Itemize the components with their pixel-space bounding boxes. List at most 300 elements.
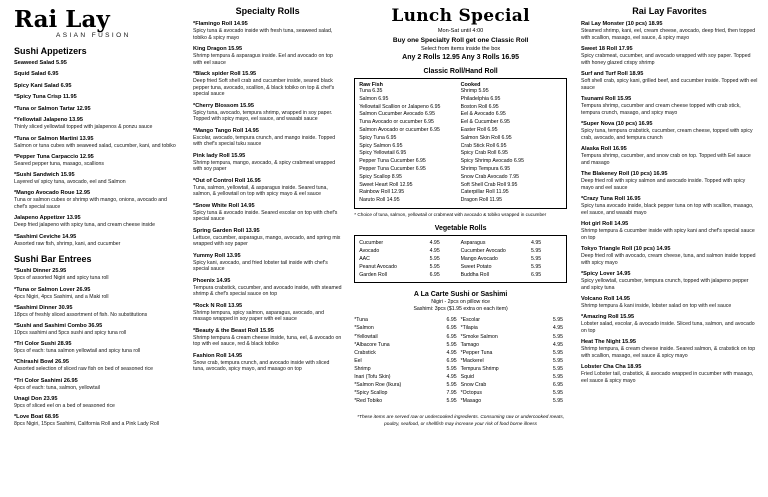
classic-roll-cell: Spicy Yellowtail 6.95 xyxy=(359,150,407,157)
classic-roll-cell: Boston Roll 6.95 xyxy=(460,103,499,110)
vegetable-roll-name: Buddha Roll xyxy=(460,272,489,279)
classic-roll-cell: Tuna 6.35 xyxy=(359,88,383,94)
vegetable-roll-price: 6.95 xyxy=(531,272,542,279)
appetizer-list xyxy=(14,60,181,247)
menu-item-name: *Spicy Tuna Crisp 11.95 xyxy=(14,94,77,101)
menu-item-name: *Cherry Blossom 15.95 xyxy=(193,102,254,109)
classic-roll-row xyxy=(359,158,562,166)
a-la-carte-item xyxy=(461,389,563,397)
menu-item-description: 9pcs of assorted Nigiri and spicy tuna roll xyxy=(14,275,109,282)
a-la-carte-item xyxy=(461,316,563,324)
a-la-carte-subtitle xyxy=(354,299,567,313)
classic-roll-footnote: * Choice of tuna, salmon, yellowtail or crabmeat with avocado & tobiko wrapped in cucumber xyxy=(354,211,547,217)
menu-item-name: Spicy Kani Salad 6.95 xyxy=(14,82,72,89)
vegetable-roll-price: 4.95 xyxy=(429,248,440,255)
a-la-carte-item xyxy=(354,381,456,389)
a-la-carte-item-price: 5.95 xyxy=(446,341,457,348)
classic-roll-row xyxy=(359,166,562,174)
menu-item-description: Deep fried Soft shell crab and cucumber inside, seared black pepper tuna, avocado, scallion, & black tobiko on top & chef's special sauce xyxy=(193,77,335,98)
vegetable-roll-name: Sweet Potato xyxy=(460,264,492,271)
vegetable-roll-price: 5.95 xyxy=(531,256,542,263)
a-la-carte-item-name: Snow Crab xyxy=(460,381,487,388)
menu-item-name: *Crazy Tuna Roll 16.95 xyxy=(581,195,641,202)
classic-roll-cell: Sweet Heart Roll 12.95 xyxy=(359,181,413,188)
classic-roll-row xyxy=(359,182,562,190)
menu-item xyxy=(14,234,181,248)
a-la-carte-item-price: 5.95 xyxy=(552,333,564,340)
column-rai-lay-favorites xyxy=(575,6,762,493)
classic-roll-cell: Tuna Avocado or cucumber 6.95 xyxy=(359,119,434,126)
a-la-carte-item xyxy=(461,397,563,405)
menu-item-description: Lettuce, cucumber, asparagus, mango, avocado, and spring mix wrapped with soy paper xyxy=(193,234,341,248)
menu-item-name: Fashion Roll 14.95 xyxy=(193,352,243,359)
a-la-carte-item xyxy=(354,373,456,381)
a-la-carte-item-name: Eel xyxy=(354,357,362,364)
a-la-carte-item-price: 5.95 xyxy=(552,373,564,380)
a-la-carte-item-name: *Yellowtail xyxy=(354,333,378,340)
lunch-special-offer: Buy one Specialty Roll get one Classic Roll xyxy=(392,37,529,44)
menu-item-name: Sweet 18 Roll 17.95 xyxy=(581,45,633,52)
classic-roll-cell: Spicy Tuna 6.95 xyxy=(359,134,397,141)
classic-roll-cell: Spicy Crab Roll 6.95 xyxy=(460,150,508,157)
menu-item-description: Shrimp tempura & cucumber inside with spicy kani and chef's special sauce on top xyxy=(581,227,755,241)
menu-item-name: *Tuna or Salmon Tartar 12.95 xyxy=(14,105,91,112)
classic-roll-cell: Snow Crab Avocado 7.95 xyxy=(460,173,520,180)
a-la-carte-item-name: *Albacore Tuna xyxy=(354,341,390,348)
lunch-special-hours: Mon-Sat until 4:00 xyxy=(437,28,484,34)
menu-item-name: *Rock N Roll 13.95 xyxy=(193,302,243,309)
menu-item-name: *Chirashi Bowl 26.95 xyxy=(14,359,70,366)
menu-item-name: *Snow White Roll 14.95 xyxy=(193,202,255,209)
menu-item xyxy=(193,178,342,198)
vegetable-roll-row xyxy=(359,255,562,263)
classic-roll-cell: Eel & Cucumber 6.95 xyxy=(460,119,510,126)
menu-item-name: Unagi Don 23.95 xyxy=(14,395,58,402)
restaurant-logo xyxy=(14,8,181,39)
menu-item xyxy=(14,154,181,168)
a-la-carte-item-name: *Red Tobiko xyxy=(354,398,383,405)
menu-item xyxy=(581,46,758,66)
menu-item-description: Spicy tuna avocado inside, black pepper tuna on top with scallion, masago, eel sauce, and wasabi mayo xyxy=(581,202,754,216)
menu-item xyxy=(14,71,181,78)
menu-item xyxy=(581,121,758,141)
vegetable-roll-name: Avocado xyxy=(359,248,380,255)
lunch-special-pricing: Any 2 Rolls 12.95 Any 3 Rolls 16.95 xyxy=(402,54,520,61)
menu-item xyxy=(14,287,181,301)
a-la-carte-item-price: 6.95 xyxy=(446,357,457,364)
menu-item xyxy=(14,305,181,319)
section-title-specialty-rolls: Specialty Rolls xyxy=(235,6,300,16)
menu-item xyxy=(193,328,342,348)
nigiri-note: Nigiri - 2pcs on pillow rice xyxy=(431,299,490,306)
menu-item xyxy=(581,246,758,266)
menu-item-name: *Out of Control Roll 16.95 xyxy=(193,177,261,184)
menu-item xyxy=(193,303,342,323)
section-title-sushi-bar-entrees: Sushi Bar Entrees xyxy=(14,254,92,265)
a-la-carte-item xyxy=(354,349,456,357)
menu-item-description: Tuna, salmon, yellowtail, & asparagus inside. Seared tuna, salmon, & yellowtail on top with spicy mayo & eel sauce xyxy=(193,184,328,198)
menu-item-name: *Beauty & the Beast Roll 15.95 xyxy=(193,327,274,334)
vegetable-roll-name: Mango Avocado xyxy=(460,256,498,263)
menu-item-description: Assorted raw fish, shrimp, kani, and cucumber xyxy=(14,240,121,247)
a-la-carte-item-price: 5.95 xyxy=(552,349,564,356)
classic-roll-cell: Crab Stick Roll 6.95 xyxy=(460,142,507,149)
menu-item-name: Squid Salad 6.95 xyxy=(14,71,59,78)
classic-roll-cell: Spicy Shrimp Avocado 6.95 xyxy=(460,158,524,165)
menu-item xyxy=(14,215,181,229)
classic-roll-cell: Salmon 6.95 xyxy=(359,95,389,102)
menu-item-name: *Mango Avocado Roue 12.95 xyxy=(14,190,91,197)
classic-roll-row xyxy=(359,189,562,197)
classic-roll-row xyxy=(359,135,562,143)
classic-roll-row xyxy=(359,119,562,127)
logo-sub-text: ASIAN FUSION xyxy=(56,32,131,39)
health-disclaimer: *These items are served raw or undercooked ingredients. Consuming raw or undercooked meats, poultry, seafood, or shellfish may increase your risk of food borne illness xyxy=(357,415,565,428)
menu-item-description: Steamed shrimp, kani, eel, cream cheese, avocado, deep fried, then topped with scallion, masago, eel sauce, & spicy mayo xyxy=(581,27,756,41)
menu-item-name: *Tri Color Sushi 28.95 xyxy=(14,341,72,348)
menu-item-name: *Mango Tango Roll 14.95 xyxy=(193,127,259,134)
a-la-carte-item xyxy=(354,333,456,341)
classic-roll-box xyxy=(354,78,567,209)
classic-roll-row xyxy=(359,111,562,119)
vegetable-roll-name: Cucumber Avocado xyxy=(460,248,506,255)
vegetable-roll-name: Cucumber xyxy=(359,240,384,247)
favorites-list xyxy=(581,21,758,385)
classic-roll-cell: Spicy Scallop 8.95 xyxy=(359,173,402,180)
classic-roll-cell: Yellowtail Scallion or Jalapeno 6.95 xyxy=(359,103,441,110)
a-la-carte-item-price: 4.95 xyxy=(552,341,564,348)
vegetable-roll-name: Asparagus xyxy=(460,240,486,247)
classic-roll-row xyxy=(359,96,562,104)
classic-roll-cell: Philadelphia 6.95 xyxy=(460,95,501,102)
menu-item-description: 8pcs Nigiri, 15pcs Sashimi, California Roll and a Pink Lady Roll xyxy=(14,421,160,428)
a-la-carte-item-name: Tempura Shrimp xyxy=(460,365,499,372)
specialty-roll-list xyxy=(193,21,342,373)
a-la-carte-item xyxy=(461,349,563,357)
a-la-carte-item-price: 6.95 xyxy=(446,325,457,332)
a-la-carte-item-price: 5.95 xyxy=(552,357,564,364)
menu-item xyxy=(193,46,342,66)
menu-item-description: Tempura shrimp, cucumber, and snow crab on top. Topped with Eel sauce and masago xyxy=(581,152,751,166)
menu-item-name: *Tuna or Salmon Martini 13.95 xyxy=(14,135,94,142)
classic-roll-cell: Caterpillar Roll 11.95 xyxy=(460,189,509,196)
classic-roll-cell: Shrimp Tempura 6.95 xyxy=(460,165,511,172)
section-title-sushi-appetizers: Sushi Appetizers xyxy=(14,46,87,56)
a-la-carte-item-price: 6.95 xyxy=(446,317,457,324)
a-la-carte-item-name: *Tuna xyxy=(354,317,368,324)
menu-item-name: *Sushi and Sashimi Combo 36.95 xyxy=(14,323,103,330)
menu-item-description: Spicy crabmeat, cucumber, and avocado wrapped with soy paper. Topped with honey glazed crispy shrimp xyxy=(581,52,751,66)
menu-item-description: Spicy tuna & avocado inside. Seared escolar on top with chef's special sauce xyxy=(193,209,338,223)
menu-item xyxy=(581,364,758,384)
a-la-carte-item-price: 6.95 xyxy=(446,333,457,340)
classic-roll-row xyxy=(359,174,562,182)
a-la-carte-right-column xyxy=(461,316,567,405)
menu-item-description: 4pcs of each: tuna, salmon, yellowtail xyxy=(14,384,100,391)
a-la-carte-item xyxy=(354,316,456,324)
menu-item xyxy=(581,21,758,41)
menu-item xyxy=(14,396,181,410)
menu-item xyxy=(193,153,342,173)
menu-item-name: Alaska Roll 16.95 xyxy=(581,145,627,152)
menu-item-name: Yummy Roll 13.95 xyxy=(193,252,241,259)
classic-roll-cell: Dragon Roll 11.95 xyxy=(460,197,503,204)
vegetable-roll-row xyxy=(359,263,562,271)
vegetable-roll-price: 4.95 xyxy=(429,240,440,247)
menu-item-description: Soft shell crab, spicy kani, grilled beef, and cucumber inside. Topped with eel sauce xyxy=(581,77,758,91)
menu-item xyxy=(581,171,758,191)
a-la-carte-item xyxy=(461,324,563,332)
a-la-carte-item-name: *Escolar xyxy=(460,317,480,324)
classic-roll-rows xyxy=(359,88,562,205)
menu-item xyxy=(14,359,181,373)
menu-item xyxy=(581,146,758,166)
vegetable-roll-name: AAC xyxy=(359,256,370,263)
vegetable-roll-price: 5.95 xyxy=(531,248,542,255)
classic-roll-cell: Eel & Avocado 6.95 xyxy=(460,111,506,118)
column-appetizers-entrees xyxy=(6,6,187,493)
vegetable-roll-row xyxy=(359,239,562,247)
a-la-carte-item xyxy=(354,357,456,365)
a-la-carte-item-price: 5.95 xyxy=(446,365,457,372)
menu-item xyxy=(14,268,181,282)
menu-item-description: Shrimp tempura & asparagus inside. Eel and avocado on top with eel sauce xyxy=(193,52,333,66)
menu-item-name: *Tri Color Sashimi 26.95 xyxy=(14,377,78,384)
menu-item xyxy=(193,71,342,98)
a-la-carte-item xyxy=(354,341,456,349)
a-la-carte-title: A La Carte Sushi or Sashimi xyxy=(413,291,508,299)
menu-item-description: Thinly sliced yellowtail topped with jalapenos & ponzu sauce xyxy=(14,124,153,131)
menu-item-name: *Sashimi Dinner 30.95 xyxy=(14,304,73,311)
menu-item xyxy=(193,128,342,148)
classic-roll-cell: Salmon Skin Roll 6.95 xyxy=(460,134,512,141)
menu-item xyxy=(581,314,758,334)
menu-item xyxy=(193,203,342,223)
menu-item-name: Pink lady Roll 15.95 xyxy=(193,152,246,159)
menu-item-description: Deep fried jalapeno with spicy tuna, and cream cheese inside xyxy=(14,222,156,229)
menu-item-name: Surf and Turf Roll 18.95 xyxy=(581,70,644,77)
a-la-carte-item xyxy=(461,373,563,381)
vegetable-roll-price: 5.95 xyxy=(531,264,542,271)
classic-roll-row xyxy=(359,127,562,135)
menu-item-name: *Pepper Tuna Carpaccio 12.95 xyxy=(14,153,94,160)
a-la-carte-item xyxy=(354,324,456,332)
menu-item xyxy=(14,190,181,210)
classic-roll-cell: Rainbow Roll 12.95 xyxy=(359,189,405,196)
menu-item xyxy=(581,271,758,291)
a-la-carte-item-price: 4.95 xyxy=(552,325,564,332)
menu-item-name: *Amazing Roll 15.95 xyxy=(581,314,635,321)
a-la-carte-item-name: *Masago xyxy=(460,398,482,405)
menu-item xyxy=(193,21,342,41)
vegetable-roll-price: 5.95 xyxy=(429,264,440,271)
classic-roll-cell: Shrimp 5.95 xyxy=(460,88,489,94)
a-la-carte-item-price: 5.95 xyxy=(552,398,564,405)
classic-roll-row xyxy=(359,197,562,205)
a-la-carte-item xyxy=(461,365,563,373)
a-la-carte-item-price: 4.95 xyxy=(446,349,457,356)
menu-item-description: Shrimp tempura, & cream cheese inside. Seared salmon, & crabstick on top with scallion, masago, eel sauce & spicy mayo xyxy=(581,346,756,359)
a-la-carte-item-price: 7.95 xyxy=(446,389,457,396)
menu-item-description: Spicy tuna, tempura crabstick, cucumber, cream cheese, topped with spicy crab, avocado, and tempura crunch xyxy=(581,127,753,141)
a-la-carte-item xyxy=(461,381,563,389)
menu-item-description: Shrimp tempura, mango, avocado, & spicy crabmeat wrapped with soy paper xyxy=(193,159,336,173)
menu-item xyxy=(193,228,342,248)
a-la-carte-item-price: 4.95 xyxy=(446,373,457,380)
menu-item-name: *Flamingo Roll 14.95 xyxy=(193,21,248,27)
vegetable-roll-name: Garden Roll xyxy=(359,272,387,279)
menu-item-description: 9pcs of each: tuna salmon yellowtail and spicy tuna roll xyxy=(14,348,141,355)
sashimi-note: Sashimi: 3pcs ($1.95 extra on each item) xyxy=(413,306,508,313)
a-la-carte-item-name: *Spicy Scallop xyxy=(354,389,388,396)
a-la-carte-item-name: *Pepper Tuna xyxy=(460,349,493,356)
a-la-carte-item-name: *Mackerel xyxy=(460,357,484,364)
menu-item-name: Phoenix 14.95 xyxy=(193,277,231,284)
menu-item xyxy=(581,221,758,241)
a-la-carte-item xyxy=(461,341,563,349)
vegetable-roll-price: 6.95 xyxy=(429,272,440,279)
menu-item-description: Lobster salad, escolar, & avocado inside. Sliced tuna, salmon, and avocado on top xyxy=(581,321,755,334)
menu-item xyxy=(581,296,758,310)
classic-roll-row xyxy=(359,88,562,96)
vegetable-roll-row xyxy=(359,271,562,279)
menu-item xyxy=(193,103,342,123)
a-la-carte-item-name: *Smoke Salmon xyxy=(460,333,498,340)
menu-item-name: *Yellowtail Jalapeno 13.95 xyxy=(14,117,84,124)
classic-roll-cell: Soft Shell Crab Roll 9.95 xyxy=(460,181,518,188)
menu-item xyxy=(14,172,181,186)
menu-item xyxy=(14,106,181,113)
menu-item-name: King Dragon 15.95 xyxy=(193,45,243,52)
menu-item xyxy=(14,60,181,67)
menu-item-name: Hot girl Roll 14.95 xyxy=(581,220,629,227)
a-la-carte-item-name: *Octopus xyxy=(460,389,482,396)
a-la-carte-item-name: *Salmon xyxy=(354,325,374,332)
menu-item-name: Seaweed Salad 5.95 xyxy=(14,60,67,66)
menu-item xyxy=(581,196,758,216)
menu-item-name: *Tuna or Salmon Lover 26.95 xyxy=(14,286,91,293)
vegetable-roll-price: 4.95 xyxy=(531,240,542,247)
menu-item xyxy=(14,83,181,90)
classic-roll-cell: Salmon Cucumber Avocado 6.95 xyxy=(359,111,435,118)
a-la-carte-item-price: 5.95 xyxy=(446,381,457,388)
menu-item-description: Spicy kani, avocado, and fried lobster tail inside with chef's special sauce xyxy=(193,259,328,273)
logo-main-text: Rai Lay xyxy=(14,6,110,33)
menu-item xyxy=(193,353,342,373)
column-specialty-rolls xyxy=(187,6,348,493)
a-la-carte-item xyxy=(354,389,456,397)
vegetable-roll-name: Peanut Avocado xyxy=(359,264,397,271)
menu-item xyxy=(581,71,758,91)
lunch-special-title: Lunch Special xyxy=(391,6,530,26)
header-cooked: Cooked xyxy=(460,82,481,88)
menu-item-name: Lobster Cha Cha 18.95 xyxy=(581,364,642,371)
section-title-favorites: Rai Lay Favorites xyxy=(632,6,707,16)
classic-roll-cell: Salmon Avocado or cucumber 6.95 xyxy=(359,126,440,133)
vegetable-roll-row xyxy=(359,247,562,255)
a-la-carte-item-price: 5.95 xyxy=(446,398,457,405)
menu-item-name: *Sushi Sandwich 15.95 xyxy=(14,172,75,179)
a-la-carte-item-name: *Tilapia xyxy=(460,325,478,332)
menu-item-description: Shrimp tempura & kani inside, lobster salad on top with eel sauce xyxy=(581,302,732,309)
menu-item-description: Spicy tuna, avocado, tempura shrimp, wrapped in soy paper. Topped with spicy mayo, eel sauce, and wasabi sauce xyxy=(193,109,333,123)
menu-item xyxy=(14,94,181,101)
a-la-carte-item-price: 5.95 xyxy=(552,365,564,372)
menu-item-description: Snow crab, tempura crunch, and avocado inside with sliced tuna, avocado, spicy mayo, and masago on top xyxy=(193,359,330,373)
menu-item-description: Layered w/ spicy tuna, avocado, eel and Salmon xyxy=(14,179,126,186)
menu-item-description: 10pcs sashimi and 5pcs sushi and spicy tuna roll xyxy=(14,330,127,336)
classic-roll-cell: Naruto Roll 14.95 xyxy=(359,197,400,204)
classic-roll-row xyxy=(359,150,562,158)
menu-item-name: The Blakeney Roll (10 pcs) 16.95 xyxy=(581,170,668,177)
a-la-carte-item-name: Shrimp xyxy=(354,365,371,372)
menu-item-name: *Love Boat 68.95 xyxy=(14,414,59,421)
menu-item-description: Escolar, avocado, tempura crunch, and mango inside. Topped with chef's special tuku sauce xyxy=(193,134,336,148)
menu-item-description: Spicy yellowtail, cucumber, tempura crunch, topped with jalapeno pepper and spicy tuna xyxy=(581,277,749,291)
menu-item xyxy=(193,253,342,273)
menu-item-name: Heat The Night 15.95 xyxy=(581,339,637,346)
menu-item xyxy=(193,278,342,298)
menu-item-name: *Super Nova (10 pcs) 16.95 xyxy=(581,120,653,127)
classic-roll-title: Classic Roll/Hand Roll xyxy=(423,68,498,75)
menu-item-description: Spicy tuna & avocado inside with fresh tuna, seaweed salad, tobiko & spicy mayo xyxy=(193,27,333,41)
a-la-carte-item xyxy=(354,365,456,373)
classic-roll-cell: Spicy Salmon 6.95 xyxy=(359,142,403,149)
menu-item-name: *Black spider Roll 15.95 xyxy=(193,70,257,77)
menu-item xyxy=(581,96,758,116)
a-la-carte-item xyxy=(354,397,456,405)
a-la-carte-item xyxy=(461,333,563,341)
a-la-carte-item-price: 5.95 xyxy=(552,317,564,324)
menu-item-name: *Sashimi Ceviche 14.95 xyxy=(14,233,77,240)
a-la-carte-item-name: Inari (Tofu Skin) xyxy=(354,373,391,380)
menu-item-name: Tokyo Triangle Roll (10 pcs) 14.95 xyxy=(581,245,671,252)
lunch-special-instruction: Select from items inside the box xyxy=(420,46,501,52)
a-la-carte-item-name: Squid xyxy=(460,373,474,380)
menu-item-description: Deep fried roll with avocado, cream cheese, tuna, and salmon inside topped with spicy mayo xyxy=(581,252,756,266)
vegetable-roll-rows xyxy=(359,239,562,279)
classic-roll-cell: Pepper Tuna Cucumber 6.95 xyxy=(359,158,426,165)
menu-item-name: Tsunami Roll 15.95 xyxy=(581,95,632,102)
menu-item xyxy=(14,323,181,337)
classic-roll-cell: Easter Roll 6.95 xyxy=(460,126,498,133)
column-lunch-special xyxy=(348,6,575,493)
a-la-carte-item xyxy=(461,357,563,365)
menu-item-description: Shrimp tempura, spicy salmon, asparagus, avocado, and masago wrapped in soy paper with eel sauce xyxy=(193,309,324,323)
classic-roll-row xyxy=(359,143,562,151)
menu-item-description: 18pcs of freshly sliced assortment of fish. No substitutions xyxy=(14,311,148,318)
classic-roll-row xyxy=(359,104,562,112)
a-la-carte-item-name: Tamago xyxy=(460,341,480,348)
menu-item-description: Fried Lobster tail, crabstick, & avocado wrapped in cucumber with masago, eel sauce & spicy mayo xyxy=(581,371,754,384)
classic-roll-cell: Pepper Tuna Cucumber 6.95 xyxy=(359,165,426,172)
menu-item-description: 4pcs Nigiri, 4pcs Sashimi, and a Maki roll xyxy=(14,293,109,300)
a-la-carte-item-price: 5.95 xyxy=(552,389,564,396)
vegetable-rolls-title: Vegetable Rolls xyxy=(434,225,487,233)
menu-item-name: Volcano Roll 14.95 xyxy=(581,295,631,302)
a-la-carte-item-price: 6.95 xyxy=(552,381,564,388)
menu-item-description: Shrimp tempura & cream cheese inside, tuna, eel, & avocado on top with eel sauce, red & black tobiko xyxy=(193,334,342,348)
entree-list xyxy=(14,268,181,428)
menu-item-name: Rai Lay Monster (10 pcs) 18.95 xyxy=(581,21,663,27)
a-la-carte-item-name: Crabstick xyxy=(354,349,376,356)
menu-item-name: Jalapeno Appetizer 13.95 xyxy=(14,215,81,222)
menu-item-description: Seared pepper tuna, masago, scallions xyxy=(14,160,104,167)
menu-item xyxy=(14,378,181,392)
lunch-special-header xyxy=(354,6,567,61)
menu-item-description: Salmon or tuna cubes with seaweed salad, cucumber, kani, and tobiko xyxy=(14,142,176,149)
menu-item xyxy=(14,414,181,428)
